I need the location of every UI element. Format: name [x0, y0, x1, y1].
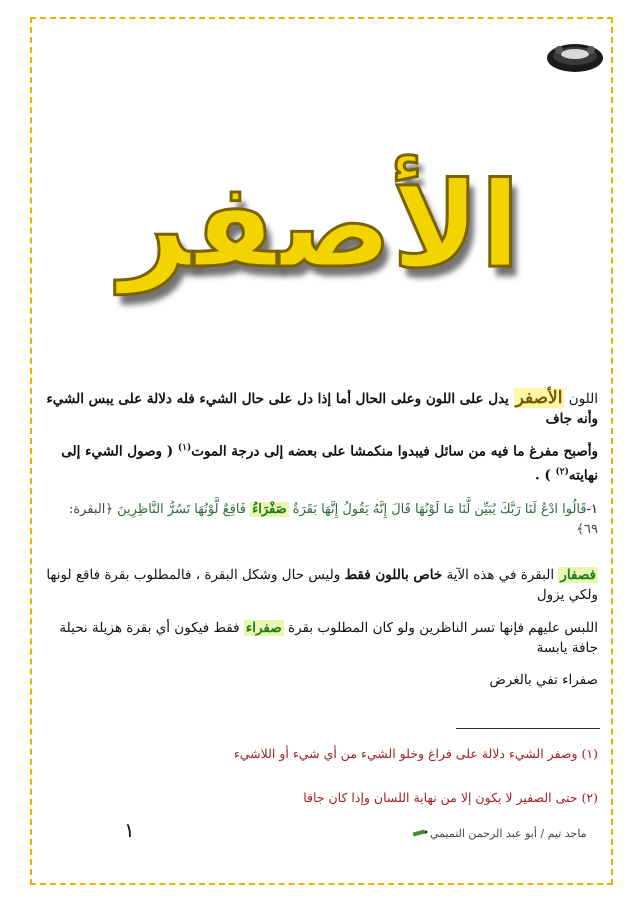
p1-line2: وأصبح مفرغ ما فيه من سائل فيبدوا منكمشا على بعضه إلى درجة الموت — [191, 443, 598, 460]
verse-line — [44, 500, 598, 540]
p1-start: اللون — [564, 391, 598, 407]
footnote-divider — [456, 728, 600, 729]
p2-bold: خاص باللون فقط — [344, 567, 443, 583]
p1-line2-end: ) . — [534, 467, 556, 483]
p2-keyword: فصفار — [560, 567, 596, 583]
p2-text-b: وليس حال وشكل البقرة ، فالمطلوب بقرة فاقع لونها ولكي يزول — [46, 567, 598, 603]
page-number: ١ — [124, 818, 135, 842]
paragraph-2-line-1 — [44, 565, 598, 605]
footnote-1: (١) وصفر الشيء دلالة على فراغ وخلو الشيء من أي شيء أو اللاشيء — [233, 746, 598, 761]
p1-keyword: الأصفر — [515, 388, 563, 408]
verse-number: ١- — [586, 502, 598, 517]
p2-line2-a: اللبس عليهم فإنها تسر الناظرين ولو كان المطلوب بقرة — [283, 620, 598, 636]
verse-keyword: صَفْرَاءُ — [252, 502, 287, 517]
footnote-2: (٢) حتى الصفير لا يكون إلا من نهاية اللسان وإذا كان جافا — [303, 790, 598, 805]
p1-line2-b: ( وصول الشيء إلى نهايته — [61, 443, 598, 483]
p2-text-a: البقرة في هذه الآية — [442, 567, 559, 583]
p2-line2-keyword: صفراء — [245, 620, 282, 636]
paragraph-2-line-2 — [44, 618, 598, 658]
paragraph-2-line-3: صفراء تفي بالغرض — [489, 672, 598, 688]
author-credit: ماجد تيم / أبو عبد الرحمن التميمي — [430, 827, 587, 840]
page-title: الأصفر — [119, 156, 521, 294]
verse-citation: ﴿البقرة: ٦٩﴾ — [68, 502, 598, 537]
pen-icon — [412, 827, 428, 839]
paragraph-1-line-2 — [44, 438, 598, 485]
site-logo-icon — [545, 38, 605, 74]
footnote-ref-1[interactable]: (١) — [177, 443, 192, 453]
paragraph-1-line-1 — [44, 388, 598, 429]
p1-line1-rest: يدل على اللون وعلى الحال أما إذا دل على حال الشيء فله دلالة على يبس الشيء وأنه جاف — [46, 391, 598, 427]
verse-text-b: فَاقِعٌ لَّوْنُهَا تَسُرُّ النَّاظِرِينَ — [113, 502, 251, 517]
verse-text-a: قَالُوا ادْعُ لَنَا رَبَّكَ يُبَيِّن لَّنَا مَا لَوْنُهَا قَالَ إِنَّهُ يَقُولُ إِنَّهَا بَقَرَةٌ — [288, 502, 587, 517]
footnote-ref-2[interactable]: (٢) — [555, 466, 569, 477]
title-banner — [110, 150, 530, 310]
p2-line2-b: فقط فيكون أي بقرة هزيلة نحيلة جافة يابسة — [59, 620, 598, 656]
